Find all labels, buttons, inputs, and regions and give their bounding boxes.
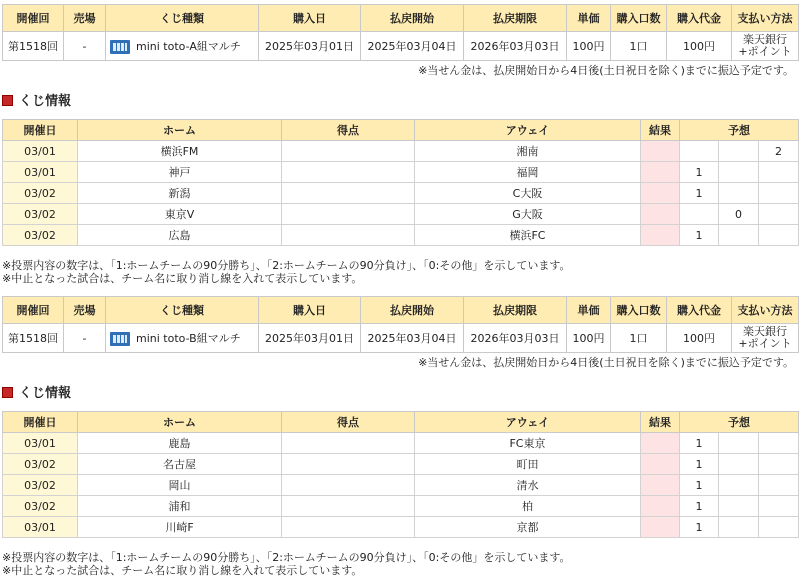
result [641, 162, 680, 183]
prediction-1: 1 [680, 162, 719, 183]
result [641, 141, 680, 162]
prediction-2 [759, 433, 799, 454]
prediction-0 [719, 141, 759, 162]
home-team: 横浜FM [78, 141, 282, 162]
units: 1口 [611, 324, 667, 353]
match-row [3, 183, 799, 204]
header-date: 開催日 [3, 412, 78, 433]
result [641, 204, 680, 225]
prediction-2 [759, 162, 799, 183]
result [641, 517, 680, 538]
header-payment: 支払い方法 [732, 297, 799, 324]
header-away: アウェイ [415, 120, 641, 141]
unit-price: 100円 [567, 32, 611, 61]
header-refund-deadline: 払戻期限 [464, 297, 567, 324]
home-team: 新潟 [78, 183, 282, 204]
result [641, 433, 680, 454]
purchase-row [3, 324, 799, 353]
match-date: 03/01 [3, 517, 78, 538]
away-team: C大阪 [415, 183, 641, 204]
match-header-row [3, 412, 799, 433]
header-buy-date: 購入日 [259, 5, 361, 32]
payment-line-2: +ポイント [738, 337, 792, 350]
payment-line-1: 楽天銀行 [743, 33, 787, 46]
header-round: 開催回 [3, 297, 64, 324]
score [282, 433, 415, 454]
round: 第1518回 [3, 324, 64, 353]
away-team: FC東京 [415, 433, 641, 454]
header-buy-date: 購入日 [259, 297, 361, 324]
match-date: 03/02 [3, 475, 78, 496]
result [641, 454, 680, 475]
purchase-header-row [3, 297, 799, 324]
header-refund-start: 払戻開始 [361, 297, 464, 324]
match-row [3, 141, 799, 162]
vote-notes-b [2, 551, 571, 577]
away-team: 町田 [415, 454, 641, 475]
result [641, 475, 680, 496]
units: 1口 [611, 32, 667, 61]
payment-line-1: 楽天銀行 [743, 325, 787, 338]
score [282, 454, 415, 475]
prediction-0 [719, 162, 759, 183]
away-team: 湘南 [415, 141, 641, 162]
home-team: 鹿島 [78, 433, 282, 454]
header-score: 得点 [282, 412, 415, 433]
prediction-0 [719, 475, 759, 496]
match-row [3, 475, 799, 496]
result [641, 496, 680, 517]
kind [106, 324, 259, 353]
vote-note-2: ※中止となった試合は、チーム名に取り消し線を入れて表示しています。 [2, 564, 363, 577]
payout-note: ※当せん金は、払戻開始日から4日後(土日祝日を除く)までに振込予定です。 [418, 356, 794, 369]
away-team: G大阪 [415, 204, 641, 225]
prediction-2 [759, 225, 799, 246]
prediction-0 [719, 225, 759, 246]
header-payment: 支払い方法 [732, 5, 799, 32]
kind [106, 32, 259, 61]
purchase-table-a [2, 4, 799, 61]
header-score: 得点 [282, 120, 415, 141]
prediction-1: 1 [680, 433, 719, 454]
header-refund-start: 払戻開始 [361, 5, 464, 32]
match-row [3, 204, 799, 225]
header-amount: 購入代金 [667, 5, 732, 32]
away-team: 横浜FC [415, 225, 641, 246]
score [282, 141, 415, 162]
purchase-header-row [3, 5, 799, 32]
prediction-1: 1 [680, 183, 719, 204]
refund-start: 2025年03月04日 [361, 32, 464, 61]
header-date: 開催日 [3, 120, 78, 141]
prediction-1: 1 [680, 517, 719, 538]
payout-note: ※当せん金は、払戻開始日から4日後(土日祝日を除く)までに振込予定です。 [418, 64, 794, 77]
purchase-row [3, 32, 799, 61]
header-result: 結果 [641, 120, 680, 141]
header-units: 購入口数 [611, 297, 667, 324]
match-row [3, 517, 799, 538]
match-date: 03/01 [3, 162, 78, 183]
match-date: 03/02 [3, 204, 78, 225]
score [282, 475, 415, 496]
refund-deadline: 2026年03月03日 [464, 324, 567, 353]
section-title-a: くじ情報 [2, 90, 71, 109]
matches-table-b [2, 411, 799, 538]
header-away: アウェイ [415, 412, 641, 433]
score [282, 496, 415, 517]
home-team: 川崎F [78, 517, 282, 538]
purchase-table-b [2, 296, 799, 353]
prediction-1 [680, 204, 719, 225]
prediction-2 [759, 454, 799, 475]
amount: 100円 [667, 324, 732, 353]
prediction-0 [719, 517, 759, 538]
match-date: 03/02 [3, 454, 78, 475]
prediction-1 [680, 141, 719, 162]
match-row [3, 225, 799, 246]
prediction-1: 1 [680, 475, 719, 496]
refund-deadline: 2026年03月03日 [464, 32, 567, 61]
red-square-icon [2, 95, 13, 106]
away-team: 京都 [415, 517, 641, 538]
score [282, 225, 415, 246]
buy-date: 2025年03月01日 [259, 324, 361, 353]
prediction-2 [759, 183, 799, 204]
mini-toto-logo-icon [110, 40, 130, 54]
prediction-2: 2 [759, 141, 799, 162]
kind-label: mini toto-B組マルチ [136, 332, 241, 345]
home-team: 浦和 [78, 496, 282, 517]
prediction-0 [719, 496, 759, 517]
payment-line-2: +ポイント [738, 45, 792, 58]
header-round: 開催回 [3, 5, 64, 32]
vote-notes-a [2, 259, 571, 285]
match-date: 03/02 [3, 496, 78, 517]
header-kind: くじ種類 [106, 297, 259, 324]
header-shop: 売場 [64, 5, 106, 32]
prediction-1: 1 [680, 454, 719, 475]
home-team: 広島 [78, 225, 282, 246]
shop: - [64, 32, 106, 61]
buy-date: 2025年03月01日 [259, 32, 361, 61]
match-date: 03/01 [3, 433, 78, 454]
vote-note-1: ※投票内容の数字は、「1:ホームチームの90分勝ち」、「2:ホームチームの90分負け」、「0:その他」を示しています。 [2, 259, 571, 272]
header-prediction: 予想 [680, 120, 799, 141]
prediction-0 [719, 433, 759, 454]
red-square-icon [2, 387, 13, 398]
shop: - [64, 324, 106, 353]
match-row [3, 454, 799, 475]
payment-method [732, 324, 799, 353]
away-team: 清水 [415, 475, 641, 496]
match-row [3, 496, 799, 517]
away-team: 福岡 [415, 162, 641, 183]
home-team: 名古屋 [78, 454, 282, 475]
payment-method [732, 32, 799, 61]
header-unit-price: 単価 [567, 5, 611, 32]
header-kind: くじ種類 [106, 5, 259, 32]
score [282, 204, 415, 225]
prediction-0 [719, 454, 759, 475]
unit-price: 100円 [567, 324, 611, 353]
score [282, 517, 415, 538]
header-prediction: 予想 [680, 412, 799, 433]
score [282, 183, 415, 204]
header-shop: 売場 [64, 297, 106, 324]
header-units: 購入口数 [611, 5, 667, 32]
match-row [3, 433, 799, 454]
home-team: 東京V [78, 204, 282, 225]
amount: 100円 [667, 32, 732, 61]
kind-label: mini toto-A組マルチ [136, 40, 241, 53]
header-refund-deadline: 払戻期限 [464, 5, 567, 32]
header-result: 結果 [641, 412, 680, 433]
prediction-1: 1 [680, 496, 719, 517]
vote-note-2: ※中止となった試合は、チーム名に取り消し線を入れて表示しています。 [2, 272, 363, 285]
prediction-2 [759, 204, 799, 225]
prediction-2 [759, 517, 799, 538]
match-date: 03/02 [3, 225, 78, 246]
prediction-2 [759, 496, 799, 517]
header-unit-price: 単価 [567, 297, 611, 324]
prediction-0: 0 [719, 204, 759, 225]
section-title-b: くじ情報 [2, 382, 71, 401]
prediction-2 [759, 475, 799, 496]
mini-toto-logo-icon [110, 332, 130, 346]
refund-start: 2025年03月04日 [361, 324, 464, 353]
result [641, 183, 680, 204]
header-home: ホーム [78, 412, 282, 433]
header-home: ホーム [78, 120, 282, 141]
prediction-1: 1 [680, 225, 719, 246]
home-team: 神戸 [78, 162, 282, 183]
matches-table-a [2, 119, 799, 246]
result [641, 225, 680, 246]
header-amount: 購入代金 [667, 297, 732, 324]
match-row [3, 162, 799, 183]
away-team: 柏 [415, 496, 641, 517]
round: 第1518回 [3, 32, 64, 61]
prediction-0 [719, 183, 759, 204]
score [282, 162, 415, 183]
match-header-row [3, 120, 799, 141]
home-team: 岡山 [78, 475, 282, 496]
match-date: 03/02 [3, 183, 78, 204]
vote-note-1: ※投票内容の数字は、「1:ホームチームの90分勝ち」、「2:ホームチームの90分負け」、「0:その他」を示しています。 [2, 551, 571, 564]
match-date: 03/01 [3, 141, 78, 162]
